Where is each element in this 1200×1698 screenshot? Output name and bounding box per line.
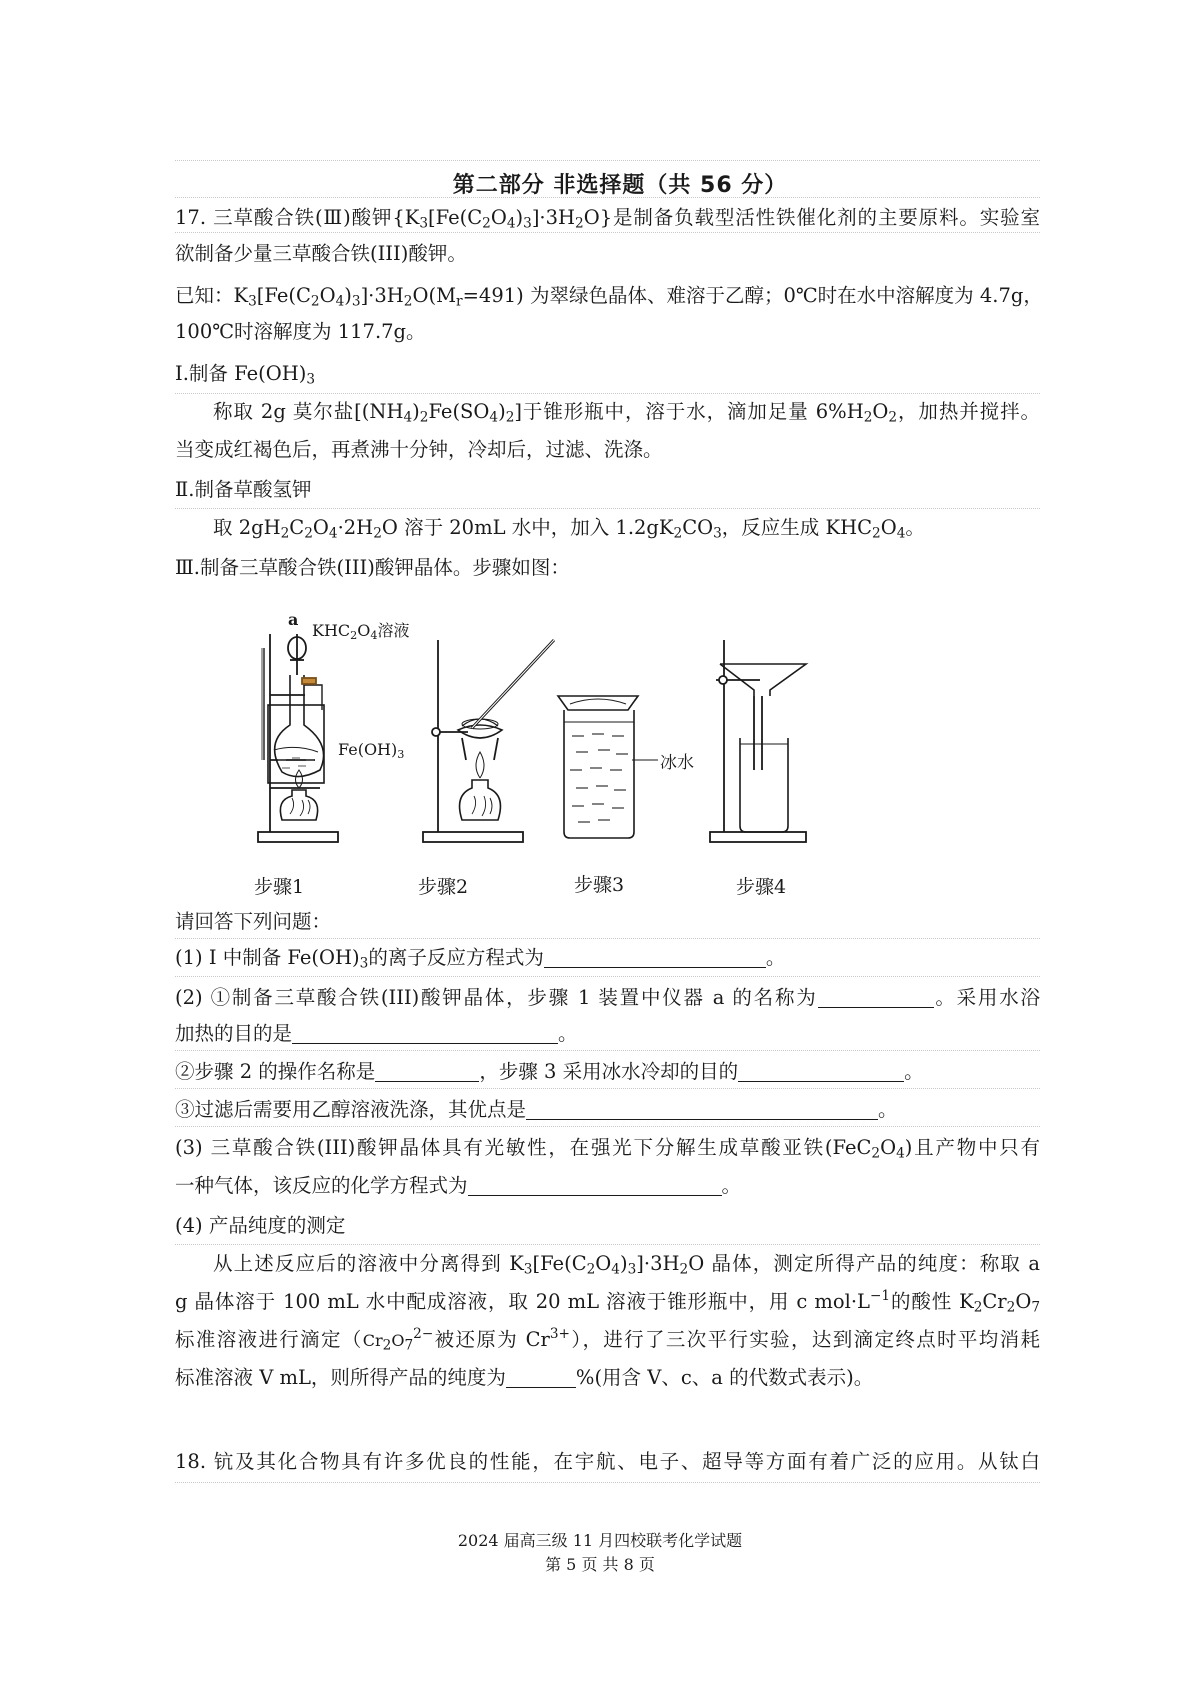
- label-feoh3: $Fe(OH)_3$: [338, 740, 405, 761]
- question-4-line1: 从上述反应后的溶液中分离得到 $K_3[Fe(C_2O_4)_3]\cdot 3H_2O$ 晶体，测定所得产品的纯度：称取 a: [213, 1252, 1040, 1278]
- dotted-rule: [175, 976, 1040, 977]
- step4-apparatus: [710, 640, 806, 842]
- q17-intro-line1: 17. 三草酸合铁(Ⅲ)酸钾$\{K_3[Fe(C_2O_4)_3]\cdot 3H_2O\}$是制备负载型活性铁催化剂的主要原料。实验室: [175, 206, 1040, 232]
- dotted-rule: [175, 232, 1040, 233]
- questions-prompt: 请回答下列问题：: [175, 910, 332, 933]
- question-2-line2: 加热的目的是 。: [175, 1022, 578, 1045]
- answer-blank[interactable]: [818, 987, 934, 1008]
- section-title: 第二部分 非选择题（共 56 分）: [452, 173, 788, 198]
- dotted-rule: [175, 393, 1040, 394]
- answer-blank[interactable]: [292, 1023, 558, 1044]
- step1-apparatus: [258, 634, 338, 842]
- question-2-line4: ③过滤后需要用乙醇溶液洗涤，其优点是 。: [175, 1098, 898, 1121]
- part1-line2: 当变成红褐色后，再煮沸十分钟，冷却后，过滤、洗涤。: [175, 438, 663, 461]
- dotted-rule: [175, 1244, 1040, 1245]
- answer-blank[interactable]: [544, 947, 766, 968]
- apparatus-diagram: [240, 620, 1040, 900]
- step1-label: 步骤1: [254, 876, 305, 898]
- label-khc2o4-solution: $KHC_2O_4$溶液: [312, 621, 410, 642]
- part1-title: Ⅰ.制备 $Fe(OH)_3$: [175, 362, 315, 388]
- part3-title: Ⅲ.制备三草酸合铁(III)酸钾晶体。步骤如图：: [175, 556, 570, 579]
- label-ice-water: 冰水: [660, 753, 694, 773]
- dotted-rule: [175, 1482, 1040, 1483]
- answer-blank[interactable]: [468, 1175, 722, 1196]
- question-4-line3: 标准溶液进行滴定（$Cr_2O_7^{2-}$被还原为 $Cr^{3+}$），进行了三次平行实验，达到滴定终点时平均消耗: [175, 1325, 1040, 1354]
- dotted-rule: [175, 1088, 1040, 1089]
- q17-known-line1: 已知：$K_3[Fe(C_2O_4)_3]\cdot 3H_2O(M_r=491)$ 为翠绿色晶体、难溶于乙醇；0℃时在水中溶解度为 4.7g，: [175, 284, 1043, 310]
- dotted-rule: [175, 1126, 1040, 1127]
- question-1: (1) I 中制备 $Fe(OH)_3$的离子反应方程式为 。: [175, 946, 786, 972]
- question-3-line1: (3) 三草酸合铁(III)酸钾晶体具有光敏性，在强光下分解生成草酸亚铁$(FeC_2O_4)$且产物中只有: [175, 1136, 1040, 1162]
- answer-blank[interactable]: [506, 1367, 576, 1388]
- part1-line1: 称取 2g 莫尔盐$[(NH_4)_2Fe(SO_4)_2]$于锥形瓶中，溶于水，滴加足量 $6\%H_2O_2$，加热并搅拌。: [213, 400, 1040, 426]
- q17-intro-line2: 欲制备少量三草酸合铁(III)酸钾。: [175, 242, 467, 265]
- dotted-rule: [175, 160, 1040, 161]
- step4-label: 步骤4: [736, 876, 787, 898]
- step2-apparatus: [423, 640, 554, 842]
- question-4-line2: g 晶体溶于 100 mL 水中配成溶液，取 20 mL 溶液于锥形瓶中，用 c $mol\cdot L^{-1}$的酸性 $K_2Cr_2O_7$: [175, 1287, 1040, 1316]
- dotted-rule: [175, 197, 1040, 198]
- part2-title: Ⅱ.制备草酸氢钾: [175, 478, 312, 501]
- answer-blank[interactable]: [375, 1061, 479, 1082]
- dotted-rule: [175, 938, 1040, 939]
- dotted-rule: [175, 1050, 1040, 1051]
- question-2-line3: ②步骤 2 的操作名称是 ，步骤 3 采用冰水冷却的目的 。: [175, 1060, 924, 1083]
- dotted-rule: [175, 508, 1040, 509]
- question-3-line2: 一种气体，该反应的化学方程式为 。: [175, 1174, 742, 1197]
- question-18-line1: 18. 钪及其化合物具有许多优良的性能，在宇航、电子、超导等方面有着广泛的应用。从钛白: [175, 1450, 1040, 1473]
- step3-apparatus: [558, 696, 658, 838]
- question-2-line1: (2) ①制备三草酸合铁(III)酸钾晶体，步骤 1 装置中仪器 a 的名称为 。采用水浴: [175, 986, 1040, 1009]
- label-a: a: [288, 610, 299, 629]
- apparatus-figure: [240, 610, 1040, 900]
- q17-known-line2: 100℃时溶解度为 117.7g。: [175, 320, 426, 343]
- part2-line1: 取 $2gH_2C_2O_4\cdot 2H_2O$ 溶于 20mL 水中，加入 $1.2gK_2CO_3$，反应生成 $KHC_2O_4$。: [213, 516, 925, 542]
- answer-blank[interactable]: [738, 1061, 904, 1082]
- question-4-line4: 标准溶液 V mL，则所得产品的纯度为 %(用含 V、c、a 的代数式表示)。: [175, 1366, 874, 1389]
- answer-blank[interactable]: [526, 1099, 878, 1120]
- question-4-title: (4) 产品纯度的测定: [175, 1214, 346, 1237]
- step2-label: 步骤2: [418, 876, 469, 898]
- footer-page-number: 第 5 页 共 8 页: [545, 1555, 655, 1574]
- footer-title: 2024 届高三级 11 月四校联考化学试题: [457, 1531, 743, 1550]
- step3-label: 步骤3: [574, 874, 625, 896]
